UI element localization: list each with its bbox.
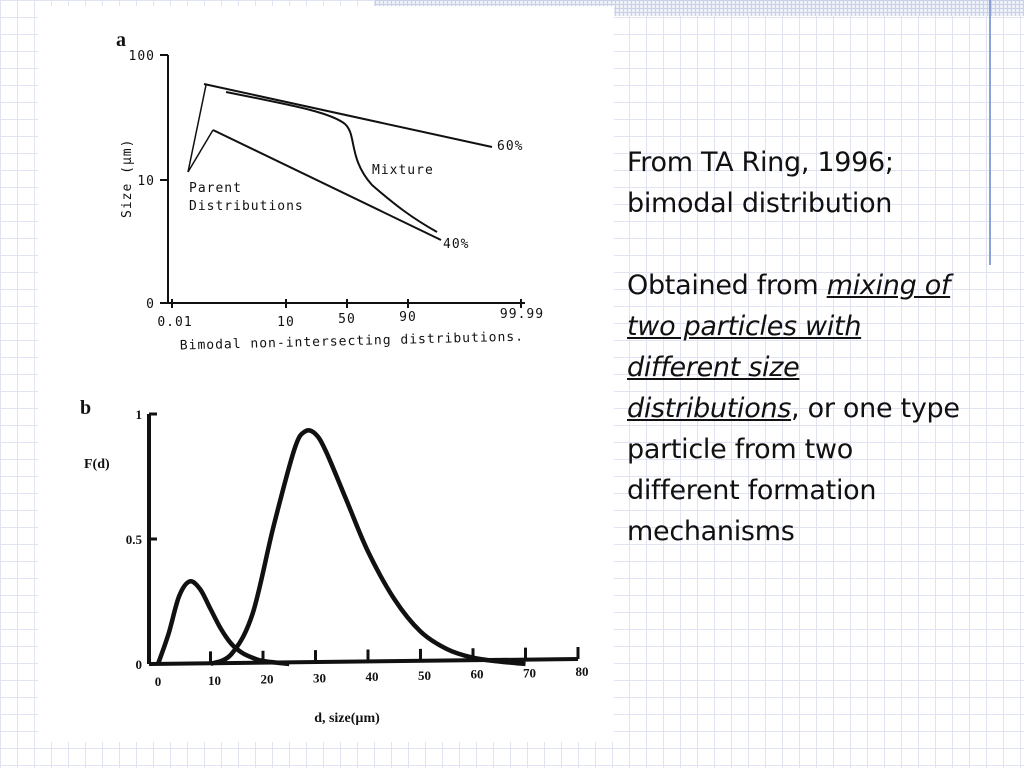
chart-a-x-axis-label: Bimodal non-intersecting distributions. — [179, 329, 525, 354]
panel-a-label: a — [116, 29, 126, 51]
caption-line-source: From TA Ring, 1996; — [627, 147, 894, 178]
chart-a-connector-line — [188, 85, 206, 172]
chart-a-x-tick-label: 0.01 — [157, 315, 193, 330]
chart-a-x-tick-label: 10 — [277, 315, 295, 330]
chart-b-x-tick-label: 70 — [523, 665, 536, 681]
chart-b-ticks — [126, 407, 589, 689]
caption-text — [627, 142, 972, 552]
chart-b-x-tick-label: 50 — [418, 667, 431, 683]
chart-a-series-60 — [204, 84, 492, 147]
caption-emphasis: mixing of two particles with different size distributions — [627, 270, 951, 424]
annotation-60-percent: 60% — [497, 139, 524, 154]
chart-b-series-1 — [158, 581, 289, 664]
caption-intro: Obtained from — [627, 270, 827, 301]
figure-panel — [38, 6, 614, 742]
chart-a-x-tick-label: 99.99 — [499, 307, 545, 322]
caption-paragraph — [627, 265, 972, 552]
chart-b-x-tick-label: 60 — [470, 666, 484, 682]
chart-b-x-tick-label: 40 — [365, 669, 379, 685]
chart-a-y-tick-label: 0 — [146, 297, 155, 312]
chart-a-y-tick-label: 10 — [137, 174, 155, 189]
chart-b-y-axis-label: F(d) — [84, 457, 110, 472]
chart-a — [116, 29, 544, 354]
annotation-distributions: Distributions — [189, 199, 304, 214]
chart-a-x-tick-label: 50 — [338, 312, 356, 327]
annotation-40-percent: 40% — [443, 237, 470, 252]
caption-line-title: bimodal distribution — [627, 188, 893, 219]
right-vertical-rule — [989, 0, 991, 265]
annotation-parent: Parent — [189, 181, 242, 196]
chart-a-y-axis-label: Size (µm) — [120, 138, 135, 218]
chart-b-series-2 — [211, 430, 526, 664]
caption-rest: , or one type particle from two different formation mechanisms — [627, 393, 960, 547]
panel-b-label: b — [80, 397, 92, 419]
chart-b-x-axis-label: d, size(µm) — [314, 711, 380, 726]
chart-b-y-tick-label: 1 — [135, 407, 142, 422]
chart-b-series — [158, 430, 526, 664]
chart-b-x-tick-label: 30 — [313, 670, 326, 686]
chart-b — [80, 397, 589, 726]
bimodal-figure — [38, 6, 614, 742]
chart-b-x-tick-label: 0 — [154, 674, 162, 689]
annotation-mixture: Mixture — [372, 163, 434, 178]
chart-b-x-tick-label: 10 — [208, 672, 221, 688]
caption-spacer — [627, 224, 972, 265]
chart-a-series-40 — [213, 130, 441, 240]
chart-a-y-tick-label: 100 — [128, 49, 155, 64]
chart-b-y-tick-label: 0.5 — [125, 532, 142, 547]
chart-b-x-tick-label: 20 — [260, 671, 274, 687]
chart-a-x-tick-label: 90 — [399, 310, 417, 325]
chart-b-y-tick-label: 0 — [135, 657, 142, 672]
chart-b-x-tick-label: 80 — [575, 664, 589, 680]
